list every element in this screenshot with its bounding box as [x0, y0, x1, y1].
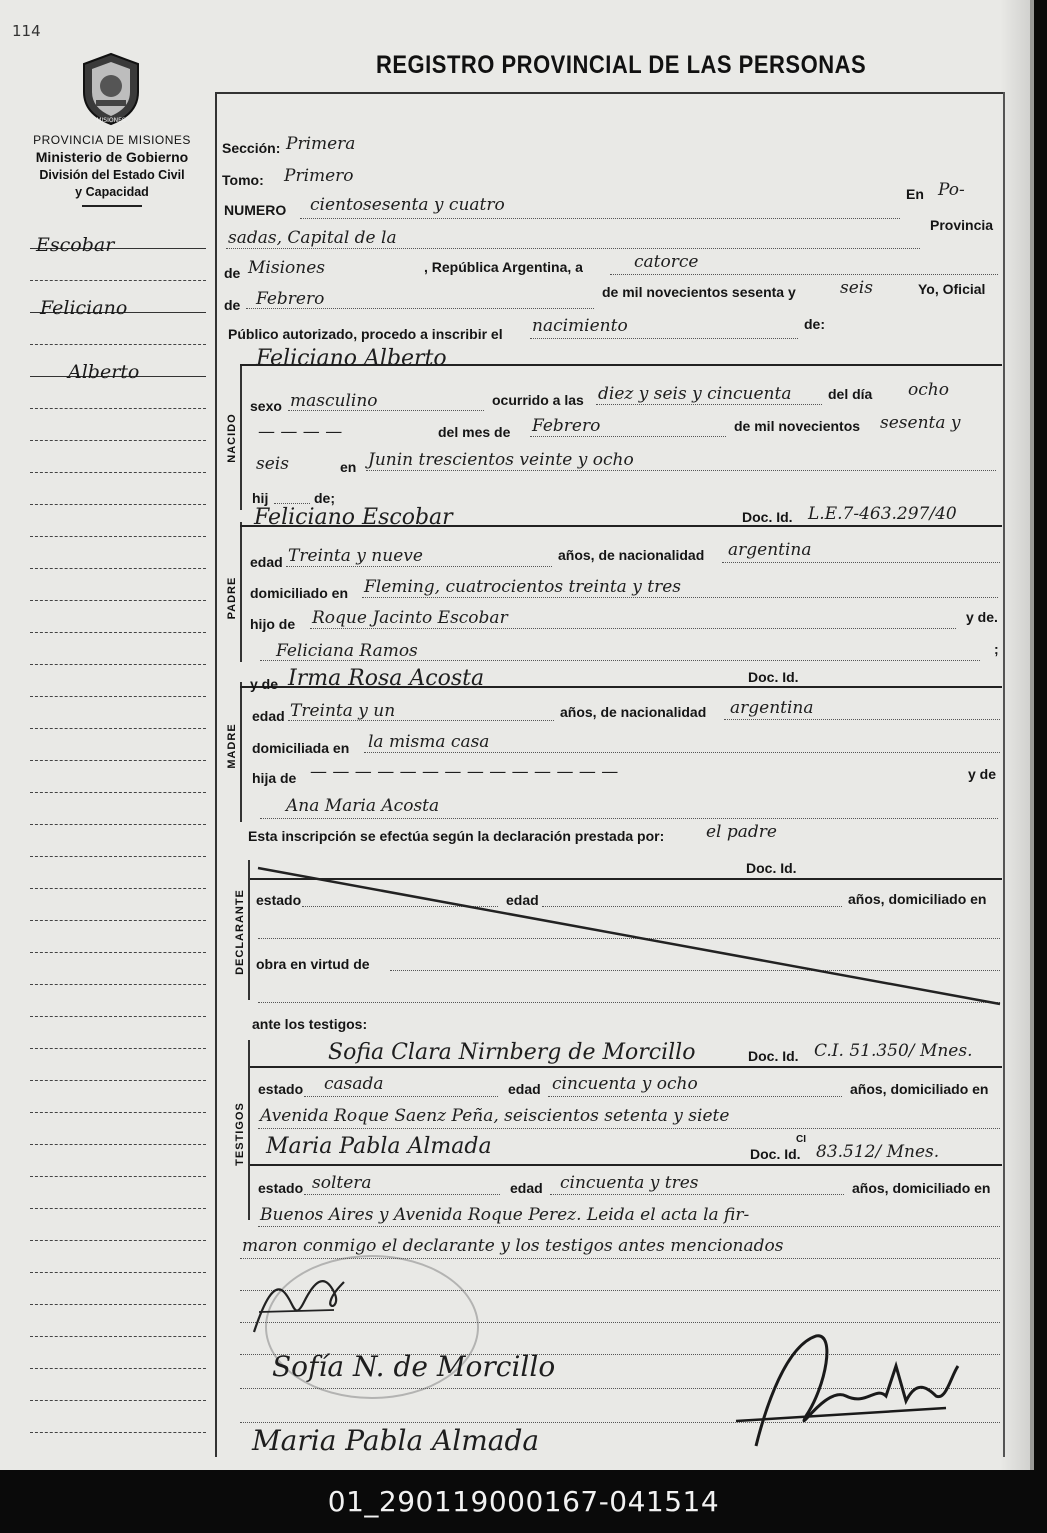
fill-line	[304, 1194, 500, 1195]
numero-value: cientosesenta y cuatro	[310, 195, 505, 215]
dia-value: ocho	[908, 380, 949, 400]
witness2-name: Maria Pabla Almada	[266, 1134, 492, 1159]
witness2-edad-label: edad	[510, 1180, 543, 1196]
section-padre: PADRE	[226, 576, 238, 620]
en-value: Po-	[938, 180, 965, 200]
testigos-intro: ante los testigos:	[252, 1016, 368, 1032]
page-number: 114	[12, 22, 41, 40]
de-label-2: de	[224, 297, 241, 313]
witness1-doc-value: C.I. 51.350/ Mnes.	[814, 1041, 973, 1061]
republica-label: , República Argentina, a	[424, 259, 583, 275]
anio-value: sesenta y	[880, 413, 961, 433]
father-name: Feliciano Escobar	[254, 505, 453, 530]
mother-parent-1: — — — — — — — — — — — — — —	[310, 762, 619, 782]
section-testigos: TESTIGOS	[234, 1102, 246, 1166]
month-value: Febrero	[256, 289, 325, 309]
anio-label: de mil novecientos	[734, 418, 861, 434]
de-colon-label: de:	[804, 316, 825, 332]
child-name: Feliciano Alberto	[256, 346, 447, 371]
page-title: REGISTRO PROVINCIAL DE LAS PERSONAS	[376, 50, 867, 79]
witness2-edad-value: cincuenta y tres	[560, 1173, 699, 1193]
witness2-estado-value: soltera	[312, 1173, 372, 1193]
mother-yde-label: y de	[250, 676, 279, 692]
de-label: de	[224, 265, 241, 281]
declaracion-label: Esta inscripción se efectúa según la declaración prestada por:	[248, 828, 665, 844]
father-yde-label: y de.	[966, 609, 998, 625]
office-division: División del Estado Civil	[39, 168, 185, 183]
en-label: En	[906, 186, 924, 202]
section-rule	[250, 1164, 1002, 1166]
hora-label: ocurrido a las	[492, 392, 584, 408]
city-value: sadas, Capital de la	[228, 228, 397, 248]
witness2-signature: Maria Pabla Almada	[252, 1424, 540, 1457]
office-ministry: Ministerio de Gobierno	[35, 149, 189, 166]
tomo-value: Primero	[284, 166, 354, 186]
mother-nac-label: años, de nacionalidad	[560, 704, 707, 720]
act-value: nacimiento	[532, 316, 628, 336]
witness2-dom-label: años, domiciliado en	[852, 1180, 991, 1196]
margin-surname: Escobar	[36, 234, 115, 256]
witness2-doc-prefix: CI	[796, 1134, 806, 1145]
witness2-doc-label: Doc. Id.	[750, 1146, 801, 1162]
witness2-dom-value: Buenos Aires y Avenida Roque Perez. Leida el acta la fir-	[260, 1205, 750, 1225]
witness1-edad-label: edad	[508, 1081, 541, 1097]
father-doc-value: L.E.7-463.297/40	[808, 504, 957, 524]
mother-nac-value: argentina	[730, 698, 814, 718]
fill-line	[258, 1226, 1000, 1227]
father-dom-value: Fleming, cuatrocientos treinta y tres	[364, 577, 681, 597]
mother-edad-value: Treinta y un	[290, 701, 396, 721]
witness1-dom-value: Avenida Roque Saenz Peña, seiscientos setenta y siete	[260, 1106, 730, 1126]
declaracion-value: el padre	[706, 822, 777, 842]
section-rule	[250, 1066, 1002, 1068]
father-nac-label: años, de nacionalidad	[558, 547, 705, 563]
province-value: Misiones	[248, 258, 325, 278]
witness1-edad-value: cincuenta y ocho	[552, 1074, 698, 1094]
father-semicolon: ;	[994, 641, 999, 657]
father-parent-2: Feliciana Ramos	[276, 641, 418, 661]
witness1-estado-value: casada	[324, 1074, 384, 1094]
closing-text: maron conmigo el declarante y los testigos antes mencionados	[242, 1236, 784, 1256]
lugar-label: en	[340, 459, 357, 475]
year-value: seis	[840, 278, 873, 298]
declarante-doc-label: Doc. Id.	[746, 860, 797, 876]
year-label: de mil novecientos sesenta y	[602, 284, 796, 300]
father-edad-label: edad	[250, 554, 283, 570]
witness1-estado-label: estado	[258, 1081, 304, 1097]
witness2-doc-value: 83.512/ Mnes.	[816, 1142, 940, 1162]
file-name: 01_290119000167-041514	[327, 1485, 720, 1518]
mother-yde-label-2: y de	[968, 766, 997, 782]
mother-dom-label: domiciliada en	[252, 740, 350, 756]
fill-line	[548, 1096, 842, 1097]
father-edad-value: Treinta y nueve	[288, 546, 423, 566]
margin-middle-name: Alberto	[68, 361, 140, 383]
right-rule	[1003, 92, 1005, 1457]
office-capacity: y Capacidad	[75, 184, 149, 199]
provincia-label: Provincia	[930, 217, 994, 233]
fill-line	[304, 1096, 498, 1097]
seccion-value: Primera	[286, 134, 356, 154]
mother-hija-label: hija de	[252, 770, 297, 786]
margin-first-name: Feliciano	[40, 297, 128, 319]
publico-label: Público autorizado, procedo a inscribir el	[228, 326, 503, 342]
father-hijo-label: hijo de	[250, 616, 296, 632]
tomo-label: Tomo:	[222, 172, 264, 188]
mother-name: Irma Rosa Acosta	[288, 666, 485, 691]
mes-value: Febrero	[532, 416, 601, 436]
numero-label: NUMERO	[224, 202, 287, 218]
section-declarante: DECLARANTE	[234, 889, 246, 975]
hij-label: hij	[252, 490, 269, 506]
seccion-label: Sección:	[222, 140, 281, 156]
dash-fill: — — — —	[258, 422, 343, 442]
office-province: PROVINCIA DE MISIONES	[33, 133, 191, 147]
hora-value: diez y seis y cincuenta	[598, 384, 792, 404]
sexo-value: masculino	[290, 391, 378, 411]
officer-signature	[726, 1326, 966, 1456]
father-nac-value: argentina	[728, 540, 812, 560]
svg-text:MISIONES: MISIONES	[96, 117, 126, 124]
father-dom-label: domiciliado en	[250, 585, 349, 601]
father-doc-label: Doc. Id.	[742, 509, 793, 525]
anio-value-2: seis	[256, 454, 289, 474]
dia-label: del día	[828, 386, 873, 402]
mother-doc-label: Doc. Id.	[748, 669, 799, 685]
witness1-name: Sofia Clara Nirnberg de Morcillo	[328, 1040, 696, 1065]
mes-label: del mes de	[438, 424, 511, 440]
declarante-edad-label: edad	[506, 892, 539, 908]
fill-line	[550, 1194, 844, 1195]
lugar-value: Junin trescientos veinte y ocho	[368, 450, 634, 470]
oficial-label: Yo, Oficial	[918, 281, 986, 297]
witness2-estado-label: estado	[258, 1180, 304, 1196]
declarant-signature	[244, 1262, 354, 1342]
declarante-dom-label: años, domiciliado en	[848, 891, 987, 907]
section-madre: MADRE	[226, 723, 238, 769]
witness1-doc-label: Doc. Id.	[748, 1048, 799, 1064]
declarante-estado-label: estado	[256, 892, 302, 908]
declarante-obra-label: obra en virtud de	[256, 956, 370, 972]
mother-edad-label: edad	[252, 708, 285, 724]
sexo-label: sexo	[250, 398, 282, 414]
fill-line	[258, 1128, 1000, 1129]
day-value: catorce	[634, 252, 699, 272]
witness1-signature: Sofía N. de Morcillo	[272, 1350, 556, 1383]
hij-de-label: de;	[314, 490, 335, 506]
section-nacido: NACIDO	[226, 413, 238, 463]
witness1-dom-label: años, domiciliado en	[850, 1081, 989, 1097]
mother-dom-value: la misma casa	[368, 732, 490, 752]
father-parent-1: Roque Jacinto Escobar	[312, 608, 508, 628]
mother-parent-2: Ana Maria Acosta	[286, 796, 440, 816]
